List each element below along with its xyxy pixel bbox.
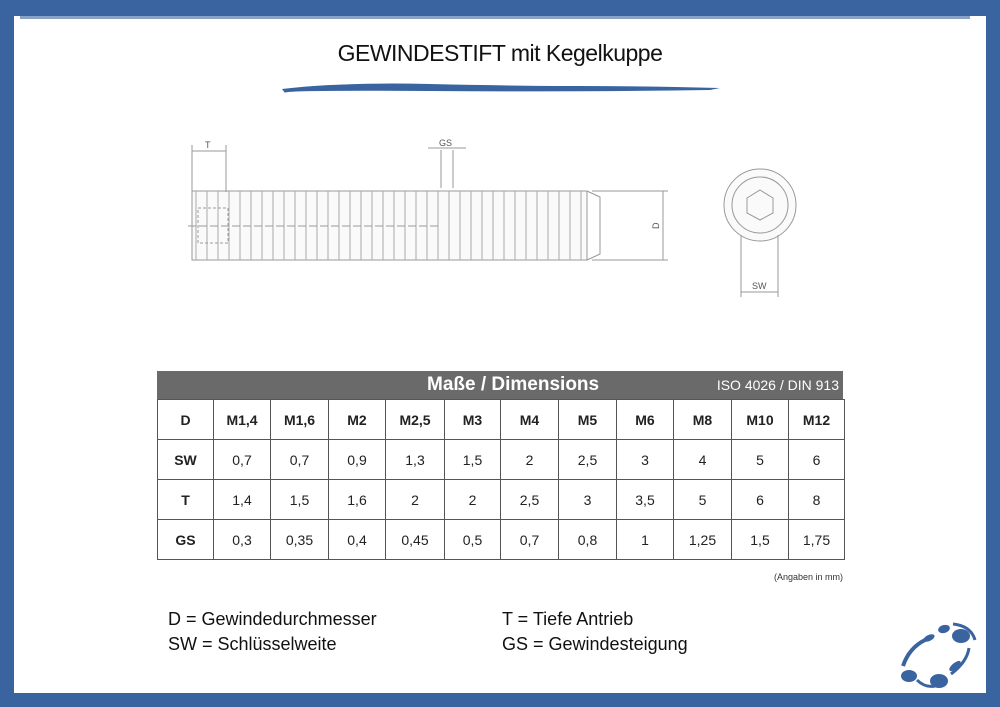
- cell: 0,4: [329, 520, 386, 560]
- cell: 2: [445, 480, 501, 520]
- cell: 2,5: [559, 440, 617, 480]
- label-SW: SW: [752, 281, 767, 291]
- cell: 0,3: [214, 520, 271, 560]
- table-title: Maße / Dimensions: [427, 374, 600, 395]
- cell: 0,45: [386, 520, 445, 560]
- cell: M8: [674, 400, 732, 440]
- table-row-T: [158, 480, 845, 520]
- cell: M3: [445, 400, 501, 440]
- cell: M6: [617, 400, 674, 440]
- label-T: T: [205, 140, 211, 150]
- cell: 1,4: [214, 480, 271, 520]
- cell: 2: [386, 480, 445, 520]
- row-label: D: [158, 400, 214, 440]
- legend-item-GS: GS = Gewindesteigung: [502, 634, 688, 654]
- dimensions-table: [157, 399, 845, 560]
- legend-item-T: T = Tiefe Antrieb: [502, 609, 634, 629]
- cell: 1: [617, 520, 674, 560]
- cell: 0,7: [214, 440, 271, 480]
- cell: M2,5: [386, 400, 445, 440]
- cell: M1,6: [271, 400, 329, 440]
- cell: 2: [501, 440, 559, 480]
- cell: 8: [789, 480, 845, 520]
- cell: M1,4: [214, 400, 271, 440]
- frame-bottom: [0, 693, 1000, 707]
- cell: 1,25: [674, 520, 732, 560]
- legend-right: [502, 607, 688, 657]
- cell: 3: [617, 440, 674, 480]
- cell: 0,8: [559, 520, 617, 560]
- cell: 1,3: [386, 440, 445, 480]
- table-row-GS: [158, 520, 845, 560]
- cell: 1,5: [732, 520, 789, 560]
- cell: M2: [329, 400, 386, 440]
- cell: 0,5: [445, 520, 501, 560]
- cell: M12: [789, 400, 845, 440]
- cell: 5: [732, 440, 789, 480]
- cell: 6: [789, 440, 845, 480]
- cell: 3: [559, 480, 617, 520]
- label-D: D: [651, 222, 661, 229]
- cell: 0,7: [501, 520, 559, 560]
- cell: 0,9: [329, 440, 386, 480]
- cell: 6: [732, 480, 789, 520]
- cell: 4: [674, 440, 732, 480]
- cell: 1,5: [445, 440, 501, 480]
- legend-item-D: D = Gewindedurchmesser: [168, 609, 377, 629]
- row-label: GS: [158, 520, 214, 560]
- cell: 3,5: [617, 480, 674, 520]
- cell: 1,6: [329, 480, 386, 520]
- table-header: [157, 371, 843, 399]
- legend-left: [168, 607, 377, 657]
- cell: 2,5: [501, 480, 559, 520]
- legend-item-SW: SW = Schlüsselweite: [168, 634, 337, 654]
- cell: M5: [559, 400, 617, 440]
- cell: M10: [732, 400, 789, 440]
- cell: 0,7: [271, 440, 329, 480]
- row-label: SW: [158, 440, 214, 480]
- cell: 5: [674, 480, 732, 520]
- set-screw-drawing: [0, 0, 1000, 340]
- cell: 1,5: [271, 480, 329, 520]
- cell: M4: [501, 400, 559, 440]
- label-GS: GS: [439, 138, 453, 148]
- cell: 0,35: [271, 520, 329, 560]
- cell: 1,75: [789, 520, 845, 560]
- table-row-D: [158, 400, 845, 440]
- logo-icon: [895, 618, 987, 692]
- row-label: T: [158, 480, 214, 520]
- table-standard: ISO 4026 / DIN 913: [716, 377, 839, 393]
- page-title: GEWINDESTIFT mit Kegelkuppe: [337, 40, 663, 66]
- units-note: (Angaben in mm): [773, 572, 843, 582]
- table-row-SW: [158, 440, 845, 480]
